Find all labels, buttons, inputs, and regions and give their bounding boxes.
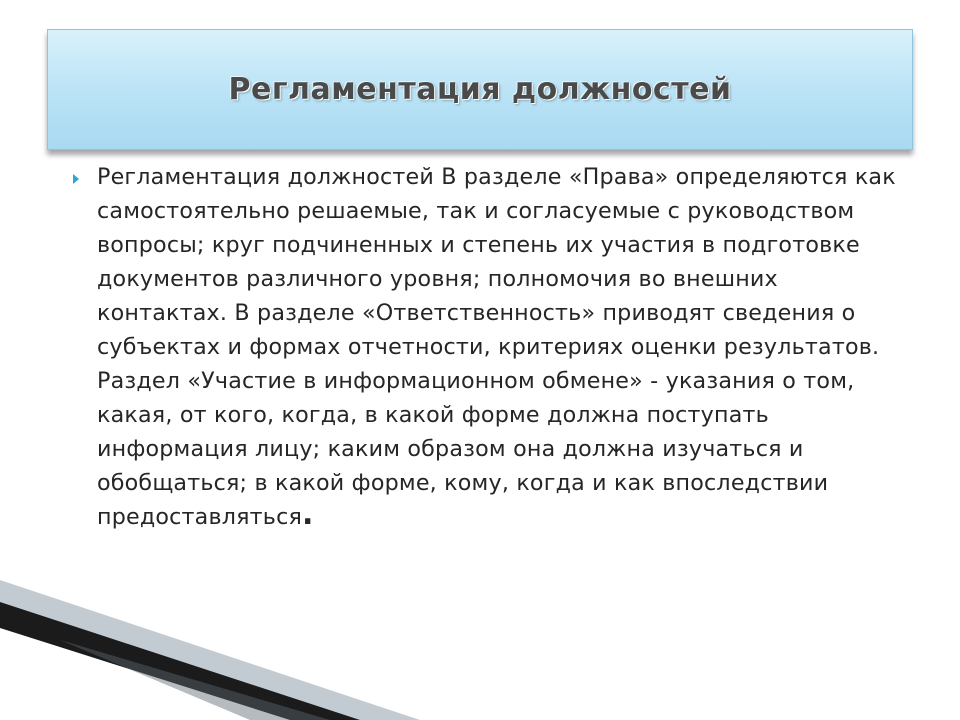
body-paragraph xyxy=(97,160,907,534)
title-box xyxy=(47,29,913,150)
body-end-period: . xyxy=(302,497,314,532)
body-text: Регламентация должностей В разделе «Права» определяются как самостоятельно решаемые, так и согласуемые с руководством вопросы; круг подчиненных и степень их участия в подготовке документов различного уровня; полномочия во внешних контактах. В разделе «Ответственность» приводят сведения о субъектах и формах отчетности, критериях оценки результатов. Раздел «Участие в информационном обмене» - указания о том, какая, от кого, когда, в какой форме должна поступать информация лицу; каким образом она должна изучаться и обобщаться; в какой форме, кому, когда и как впоследствии предоставляться xyxy=(97,164,896,530)
bullet-arrow-icon xyxy=(73,174,79,184)
decorative-swoosh xyxy=(0,580,960,720)
slide-title: Регламентация должностей xyxy=(228,72,732,107)
